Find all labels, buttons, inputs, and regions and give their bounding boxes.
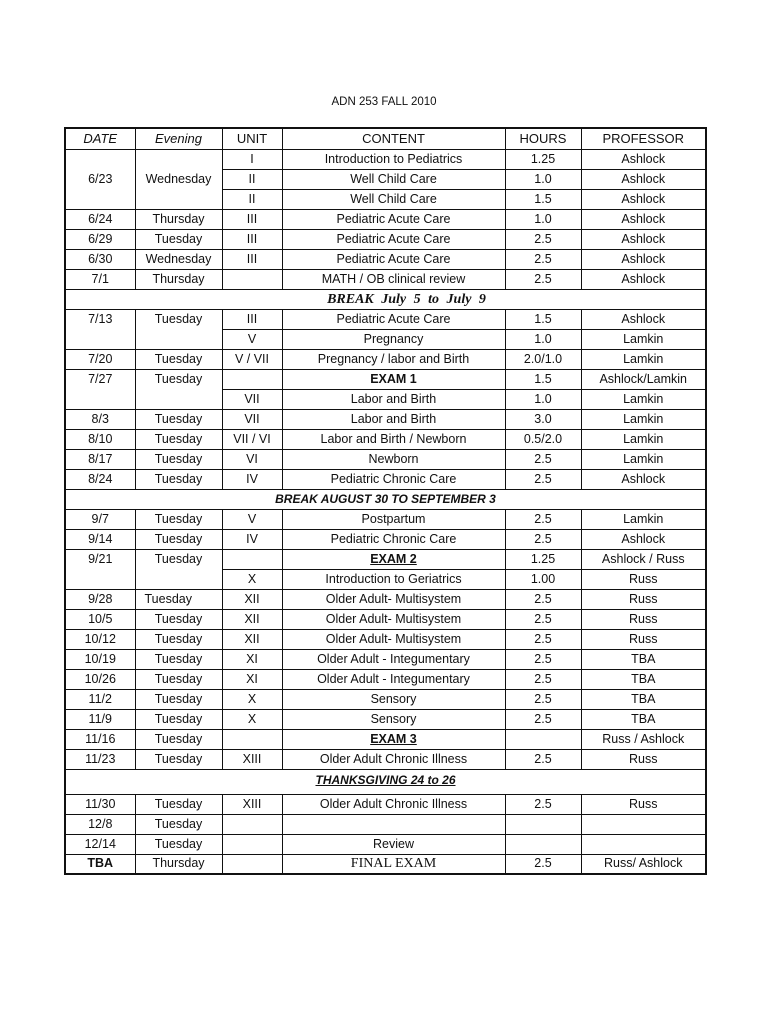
content-cell: Pediatric Acute Care: [282, 229, 505, 249]
unit-cell: XII: [222, 589, 282, 609]
date-cell: 10/26: [65, 669, 135, 689]
unit-cell: XI: [222, 649, 282, 669]
professor-cell: Ashlock: [581, 249, 706, 269]
unit-cell: IV: [222, 469, 282, 489]
column-header-date: DATE: [65, 128, 135, 149]
content-cell: EXAM 3: [282, 729, 505, 749]
content-cell: Labor and Birth: [282, 389, 505, 409]
date-cell: 6/23: [65, 149, 135, 209]
schedule-row: [65, 689, 706, 709]
evening-cell: Tuesday: [135, 689, 222, 709]
date-cell: 11/2: [65, 689, 135, 709]
date-cell: 10/12: [65, 629, 135, 649]
unit-cell: III: [222, 309, 282, 329]
schedule-row: [65, 229, 706, 249]
professor-cell: Lamkin: [581, 509, 706, 529]
schedule-row: [65, 834, 706, 854]
date-cell: 6/30: [65, 249, 135, 269]
content-cell: Older Adult - Integumentary: [282, 669, 505, 689]
evening-cell: Tuesday: [135, 649, 222, 669]
professor-cell: TBA: [581, 689, 706, 709]
professor-cell: [581, 814, 706, 834]
hours-cell: 1.00: [505, 569, 581, 589]
professor-cell: Russ: [581, 749, 706, 769]
content-cell: Labor and Birth / Newborn: [282, 429, 505, 449]
content-cell: EXAM 2: [282, 549, 505, 569]
date-cell: 9/14: [65, 529, 135, 549]
date-cell: 11/16: [65, 729, 135, 749]
evening-cell: Tuesday: [135, 449, 222, 469]
break-row: [65, 289, 706, 309]
professor-cell: Russ/ Ashlock: [581, 854, 706, 874]
professor-cell: Ashlock: [581, 189, 706, 209]
professor-cell: Ashlock: [581, 469, 706, 489]
schedule-row: [65, 249, 706, 269]
date-cell: 7/27: [65, 369, 135, 409]
unit-cell: [222, 369, 282, 389]
date-cell: 11/9: [65, 709, 135, 729]
content-cell: Older Adult Chronic Illness: [282, 749, 505, 769]
evening-cell: Tuesday: [135, 729, 222, 749]
schedule-row: [65, 729, 706, 749]
schedule-row: [65, 629, 706, 649]
evening-cell: Tuesday: [135, 549, 222, 589]
content-cell: [282, 814, 505, 834]
unit-cell: X: [222, 689, 282, 709]
evening-cell: Thursday: [135, 269, 222, 289]
professor-cell: Russ: [581, 609, 706, 629]
content-cell: MATH / OB clinical review: [282, 269, 505, 289]
professor-cell: TBA: [581, 709, 706, 729]
content-cell: Sensory: [282, 689, 505, 709]
evening-cell: Tuesday: [135, 529, 222, 549]
break-row: [65, 489, 706, 509]
unit-cell: [222, 549, 282, 569]
unit-cell: VI: [222, 449, 282, 469]
evening-cell: Tuesday: [135, 509, 222, 529]
schedule-row: [65, 669, 706, 689]
content-cell: Review: [282, 834, 505, 854]
unit-cell: [222, 854, 282, 874]
column-header-unit: UNIT: [222, 128, 282, 149]
professor-cell: [581, 834, 706, 854]
hours-cell: 1.0: [505, 209, 581, 229]
hours-cell: 1.5: [505, 189, 581, 209]
unit-cell: I: [222, 149, 282, 169]
hours-cell: [505, 814, 581, 834]
schedule-row: [65, 609, 706, 629]
hours-cell: 2.5: [505, 854, 581, 874]
content-cell: Postpartum: [282, 509, 505, 529]
professor-cell: Russ / Ashlock: [581, 729, 706, 749]
hours-cell: 1.0: [505, 329, 581, 349]
hours-cell: 2.5: [505, 609, 581, 629]
hours-cell: 1.25: [505, 549, 581, 569]
hours-cell: 2.5: [505, 449, 581, 469]
unit-cell: III: [222, 229, 282, 249]
evening-cell: Thursday: [135, 854, 222, 874]
unit-cell: V: [222, 329, 282, 349]
unit-cell: XI: [222, 669, 282, 689]
professor-cell: Lamkin: [581, 429, 706, 449]
hours-cell: 2.5: [505, 749, 581, 769]
evening-cell: Tuesday: [135, 629, 222, 649]
break-label: THANKSGIVING 24 to 26: [65, 769, 706, 794]
schedule-row: [65, 469, 706, 489]
professor-cell: TBA: [581, 649, 706, 669]
content-cell: Pediatric Chronic Care: [282, 529, 505, 549]
hours-cell: 2.5: [505, 669, 581, 689]
date-cell: 6/24: [65, 209, 135, 229]
evening-cell: Tuesday: [135, 469, 222, 489]
date-cell: 9/28: [65, 589, 135, 609]
hours-cell: 1.5: [505, 369, 581, 389]
column-header-hours: HOURS: [505, 128, 581, 149]
schedule-row: [65, 209, 706, 229]
schedule-row: [65, 749, 706, 769]
hours-cell: 2.5: [505, 249, 581, 269]
evening-cell: Tuesday: [135, 369, 222, 409]
unit-cell: [222, 834, 282, 854]
hours-cell: [505, 729, 581, 749]
unit-cell: [222, 729, 282, 749]
content-cell: Pediatric Acute Care: [282, 309, 505, 329]
content-cell: FINAL EXAM: [282, 854, 505, 874]
evening-cell: Wednesday: [135, 249, 222, 269]
schedule-row: [65, 589, 706, 609]
professor-cell: Ashlock: [581, 209, 706, 229]
hours-cell: 2.5: [505, 629, 581, 649]
evening-cell: Tuesday: [135, 349, 222, 369]
unit-cell: [222, 814, 282, 834]
unit-cell: XIII: [222, 749, 282, 769]
date-cell: 8/24: [65, 469, 135, 489]
content-cell: Introduction to Geriatrics: [282, 569, 505, 589]
unit-cell: IV: [222, 529, 282, 549]
schedule-row: [65, 309, 706, 329]
evening-cell: Tuesday: [135, 834, 222, 854]
unit-cell: [222, 269, 282, 289]
content-cell: Older Adult- Multisystem: [282, 629, 505, 649]
content-cell: Older Adult Chronic Illness: [282, 794, 505, 814]
column-header-content: CONTENT: [282, 128, 505, 149]
professor-cell: Lamkin: [581, 349, 706, 369]
content-cell: Older Adult - Integumentary: [282, 649, 505, 669]
schedule-row: [65, 429, 706, 449]
date-cell: 11/30: [65, 794, 135, 814]
hours-cell: 2.5: [505, 469, 581, 489]
content-cell: EXAM 1: [282, 369, 505, 389]
break-label: BREAK July 5 to July 9: [65, 289, 706, 309]
break-row: [65, 769, 706, 794]
hours-cell: 2.5: [505, 709, 581, 729]
professor-cell: Ashlock: [581, 229, 706, 249]
unit-cell: VII: [222, 389, 282, 409]
schedule-row: [65, 509, 706, 529]
hours-cell: [505, 834, 581, 854]
date-cell: 7/1: [65, 269, 135, 289]
schedule-row: [65, 794, 706, 814]
schedule-body: [65, 149, 706, 874]
hours-cell: 2.5: [505, 649, 581, 669]
column-header-professor: PROFESSOR: [581, 128, 706, 149]
hours-cell: 1.0: [505, 389, 581, 409]
professor-cell: Ashlock: [581, 309, 706, 329]
hours-cell: 2.5: [505, 229, 581, 249]
professor-cell: Lamkin: [581, 329, 706, 349]
date-cell: 10/5: [65, 609, 135, 629]
content-cell: Labor and Birth: [282, 409, 505, 429]
content-cell: Well Child Care: [282, 169, 505, 189]
content-cell: Pediatric Acute Care: [282, 249, 505, 269]
unit-cell: II: [222, 169, 282, 189]
evening-cell: Tuesday: [135, 669, 222, 689]
professor-cell: Russ: [581, 569, 706, 589]
schedule-row: [65, 269, 706, 289]
content-cell: Pediatric Chronic Care: [282, 469, 505, 489]
unit-cell: X: [222, 709, 282, 729]
hours-cell: 2.0/1.0: [505, 349, 581, 369]
date-cell: 9/21: [65, 549, 135, 589]
date-cell: 6/29: [65, 229, 135, 249]
unit-cell: III: [222, 249, 282, 269]
unit-cell: XII: [222, 609, 282, 629]
date-cell: TBA: [65, 854, 135, 874]
content-cell: Pregnancy / labor and Birth: [282, 349, 505, 369]
schedule-row: [65, 649, 706, 669]
schedule-row: [65, 409, 706, 429]
professor-cell: TBA: [581, 669, 706, 689]
hours-cell: 1.5: [505, 309, 581, 329]
hours-cell: 0.5/2.0: [505, 429, 581, 449]
professor-cell: Russ: [581, 794, 706, 814]
professor-cell: Ashlock / Russ: [581, 549, 706, 569]
schedule-row: [65, 529, 706, 549]
unit-cell: VII: [222, 409, 282, 429]
hours-cell: 1.0: [505, 169, 581, 189]
content-cell: Newborn: [282, 449, 505, 469]
professor-cell: Lamkin: [581, 389, 706, 409]
professor-cell: Ashlock/Lamkin: [581, 369, 706, 389]
schedule-row: [65, 149, 706, 169]
hours-cell: 1.25: [505, 149, 581, 169]
unit-cell: XIII: [222, 794, 282, 814]
column-header-evening: Evening: [135, 128, 222, 149]
hours-cell: 2.5: [505, 689, 581, 709]
evening-cell: Tuesday: [135, 794, 222, 814]
professor-cell: Ashlock: [581, 149, 706, 169]
hours-cell: 2.5: [505, 529, 581, 549]
date-cell: 8/10: [65, 429, 135, 449]
content-cell: Sensory: [282, 709, 505, 729]
schedule-row: [65, 854, 706, 874]
evening-cell: Tuesday: [135, 589, 222, 609]
hours-cell: 2.5: [505, 589, 581, 609]
content-cell: Introduction to Pediatrics: [282, 149, 505, 169]
professor-cell: Ashlock: [581, 169, 706, 189]
date-cell: 7/20: [65, 349, 135, 369]
date-cell: 9/7: [65, 509, 135, 529]
hours-cell: 2.5: [505, 509, 581, 529]
professor-cell: Russ: [581, 629, 706, 649]
unit-cell: X: [222, 569, 282, 589]
unit-cell: XII: [222, 629, 282, 649]
evening-cell: Tuesday: [135, 409, 222, 429]
unit-cell: VII / VI: [222, 429, 282, 449]
evening-cell: Tuesday: [135, 429, 222, 449]
content-cell: Older Adult- Multisystem: [282, 589, 505, 609]
hours-cell: 2.5: [505, 269, 581, 289]
unit-cell: V: [222, 509, 282, 529]
evening-cell: Wednesday: [135, 149, 222, 209]
unit-cell: V / VII: [222, 349, 282, 369]
content-cell: Pediatric Acute Care: [282, 209, 505, 229]
date-cell: 11/23: [65, 749, 135, 769]
schedule-row: [65, 349, 706, 369]
date-cell: 8/17: [65, 449, 135, 469]
date-cell: 8/3: [65, 409, 135, 429]
header-row: [65, 128, 706, 149]
evening-cell: Tuesday: [135, 709, 222, 729]
evening-cell: Tuesday: [135, 749, 222, 769]
professor-cell: Lamkin: [581, 409, 706, 429]
schedule-row: [65, 814, 706, 834]
break-label: BREAK AUGUST 30 TO SEPTEMBER 3: [65, 489, 706, 509]
unit-cell: III: [222, 209, 282, 229]
evening-cell: Tuesday: [135, 814, 222, 834]
evening-cell: Thursday: [135, 209, 222, 229]
professor-cell: Lamkin: [581, 449, 706, 469]
evening-cell: Tuesday: [135, 309, 222, 349]
hours-cell: 3.0: [505, 409, 581, 429]
professor-cell: Russ: [581, 589, 706, 609]
hours-cell: 2.5: [505, 794, 581, 814]
unit-cell: II: [222, 189, 282, 209]
content-cell: Well Child Care: [282, 189, 505, 209]
schedule-row: [65, 709, 706, 729]
document-title: ADN 253 FALL 2010: [331, 96, 437, 108]
date-cell: 12/8: [65, 814, 135, 834]
date-cell: 7/13: [65, 309, 135, 349]
content-cell: Older Adult- Multisystem: [282, 609, 505, 629]
schedule-row: [65, 449, 706, 469]
schedule-row: [65, 369, 706, 389]
evening-cell: Tuesday: [135, 229, 222, 249]
date-cell: 12/14: [65, 834, 135, 854]
evening-cell: Tuesday: [135, 609, 222, 629]
date-cell: 10/19: [65, 649, 135, 669]
professor-cell: Ashlock: [581, 269, 706, 289]
professor-cell: Ashlock: [581, 529, 706, 549]
content-cell: Pregnancy: [282, 329, 505, 349]
schedule-table: [64, 127, 707, 875]
schedule-row: [65, 549, 706, 569]
